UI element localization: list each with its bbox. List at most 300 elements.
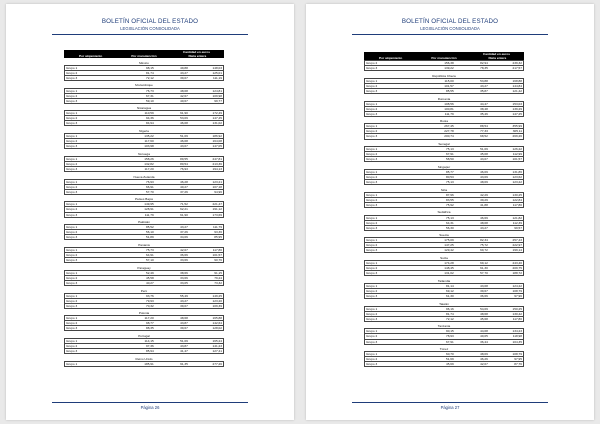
allowance-table bbox=[64, 50, 224, 367]
cell-manutencion: 61,90 bbox=[180, 212, 188, 217]
table-row bbox=[364, 265, 524, 270]
country-name: Paraguay bbox=[137, 265, 151, 270]
cell-grupo: Grupo 3 bbox=[366, 293, 378, 298]
cell-total: 247,81 bbox=[212, 156, 222, 161]
cell-alojamiento: 66,91 bbox=[145, 184, 154, 189]
cell-grupo: Grupo 2 bbox=[366, 243, 378, 248]
cell-alojamiento: 61,30 bbox=[445, 293, 454, 298]
cell-total: 107,18 bbox=[212, 184, 222, 189]
country-name: Mozambique bbox=[135, 83, 153, 88]
cell-total: 257,43 bbox=[512, 238, 522, 243]
cell-total: 277,26 bbox=[212, 361, 222, 366]
cell-grupo: Grupo 3 bbox=[66, 189, 78, 194]
table-row bbox=[364, 293, 524, 299]
header-subtitle: LEGISLACIÓN CONSOLIDADA bbox=[120, 26, 180, 31]
col-header-manutencion: Por manutención bbox=[131, 54, 157, 59]
cell-manutencion: 42,67 bbox=[180, 93, 188, 98]
cell-alojamiento: 87,96 bbox=[445, 192, 454, 197]
cell-manutencion: 43,27 bbox=[480, 225, 488, 230]
cell-alojamiento: 103,98 bbox=[144, 144, 154, 149]
table-row bbox=[64, 65, 224, 70]
table-row bbox=[364, 179, 524, 185]
cell-total: 104,35 bbox=[512, 339, 522, 344]
col-header-manutencion: Por manutención bbox=[431, 56, 457, 61]
cell-alojamiento: 93,76 bbox=[145, 293, 154, 298]
country-name: México bbox=[139, 60, 149, 65]
cell-alojamiento: 111,79 bbox=[144, 212, 154, 217]
cell-total: 101,57 bbox=[512, 157, 522, 162]
table-row bbox=[364, 174, 524, 179]
table-row bbox=[64, 224, 224, 229]
table-row bbox=[364, 101, 524, 106]
country-name: Nueva Zelanda bbox=[133, 174, 155, 179]
cell-grupo: Grupo 3 bbox=[366, 157, 378, 162]
table-row bbox=[64, 143, 224, 149]
table-header bbox=[364, 52, 524, 60]
cell-manutencion: 48,09 bbox=[480, 352, 488, 357]
page-right bbox=[306, 4, 594, 420]
cell-alojamiento: 81,74 bbox=[445, 311, 454, 316]
cell-alojamiento: 85,94 bbox=[145, 349, 154, 354]
table-row bbox=[364, 237, 524, 242]
cell-manutencion: 33,66 bbox=[180, 275, 188, 280]
page-number: Página 27 bbox=[440, 405, 460, 410]
country-name: Rumanía bbox=[437, 96, 451, 101]
cell-total: 123,22 bbox=[512, 180, 522, 185]
cell-grupo: Grupo 2 bbox=[366, 129, 378, 134]
country-name: Taiwán bbox=[439, 301, 449, 306]
cell-manutencion: 44,08 bbox=[480, 329, 488, 334]
cell-alojamiento: 117,60 bbox=[144, 139, 154, 144]
cell-manutencion: 40,67 bbox=[180, 98, 188, 103]
table-header bbox=[64, 50, 224, 58]
cell-grupo: Grupo 1 bbox=[66, 88, 78, 93]
cell-alojamiento: 72,12 bbox=[445, 316, 454, 321]
cell-manutencion: 36,66 bbox=[480, 293, 488, 298]
cell-alojamiento: 69,12 bbox=[445, 288, 454, 293]
cell-manutencion: 48,08 bbox=[180, 88, 188, 93]
cell-grupo: Grupo 2 bbox=[66, 275, 78, 280]
cell-grupo: Grupo 2 bbox=[66, 161, 78, 166]
cell-total: 125,01 bbox=[212, 70, 222, 75]
cell-alojamiento: 52,49 bbox=[145, 270, 154, 275]
cell-alojamiento: 67,31 bbox=[145, 93, 154, 98]
cell-manutencion: 43,87 bbox=[180, 344, 188, 349]
table-row bbox=[364, 65, 524, 71]
cell-total: 148,03 bbox=[212, 65, 222, 70]
cell-total: 150,25 bbox=[512, 306, 522, 311]
country-block bbox=[364, 351, 524, 367]
table-row bbox=[364, 156, 524, 162]
table-row bbox=[64, 348, 224, 354]
cell-manutencion: 48,68 bbox=[480, 311, 488, 316]
col-header-total: Dieta entera bbox=[188, 54, 207, 59]
cell-manutencion: 34,06 bbox=[180, 235, 188, 240]
cell-total: 117,80 bbox=[512, 316, 522, 321]
cell-total: 168,88 bbox=[512, 78, 522, 83]
cell-total: 147,45 bbox=[212, 116, 222, 121]
cell-alojamiento: 78,93 bbox=[445, 334, 454, 339]
cell-total: 99,57 bbox=[514, 225, 522, 230]
cell-grupo: Grupo 1 bbox=[66, 202, 78, 207]
cell-total: 213,36 bbox=[212, 161, 222, 166]
table-row bbox=[364, 128, 524, 133]
cell-grupo: Grupo 3 bbox=[66, 75, 78, 80]
cell-total: 194,13 bbox=[212, 166, 222, 171]
cell-grupo: Grupo 3 bbox=[366, 271, 378, 276]
cell-alojamiento: 90,15 bbox=[445, 329, 454, 334]
cell-total: 147,25 bbox=[512, 111, 522, 116]
cell-alojamiento: 156,38 bbox=[444, 61, 454, 66]
country-name: Panamá bbox=[138, 242, 150, 247]
cell-total: 222,97 bbox=[512, 243, 522, 248]
country-name: Reino Unido bbox=[135, 356, 153, 361]
table-row bbox=[364, 306, 524, 311]
table-row bbox=[364, 356, 524, 361]
cell-manutencion: 40,05 bbox=[480, 334, 488, 339]
cell-manutencion: 53,88 bbox=[480, 78, 488, 83]
cell-alojamiento: 135,22 bbox=[144, 134, 154, 139]
cell-total: 109,98 bbox=[212, 93, 222, 98]
table-row bbox=[364, 146, 524, 151]
table-row bbox=[64, 201, 224, 206]
page-footer bbox=[306, 402, 594, 410]
cell-alojamiento: 175,09 bbox=[444, 238, 454, 243]
table-row bbox=[64, 315, 224, 320]
cell-alojamiento: 96,16 bbox=[445, 306, 454, 311]
cell-manutencion: 41,47 bbox=[180, 349, 188, 354]
cell-total: 141,23 bbox=[212, 344, 222, 349]
cell-total: 112,39 bbox=[512, 220, 522, 225]
country-name: Sudáfrica bbox=[437, 210, 451, 215]
cell-grupo: Grupo 2 bbox=[66, 253, 78, 258]
cell-manutencion: 36,44 bbox=[480, 339, 488, 344]
cell-grupo: Grupo 3 bbox=[66, 166, 78, 171]
cell-alojamiento: 59,10 bbox=[145, 98, 154, 103]
cell-alojamiento: 75,13 bbox=[445, 147, 454, 152]
cell-manutencion: 39,67 bbox=[480, 288, 488, 293]
cell-grupo: Grupo 1 bbox=[366, 261, 378, 266]
cell-alojamiento: 51,89 bbox=[145, 235, 154, 240]
table-row bbox=[364, 351, 524, 356]
cell-grupo: Grupo 1 bbox=[366, 192, 378, 197]
table-row bbox=[64, 252, 224, 257]
country-name: Tanzania bbox=[437, 324, 451, 329]
cell-alojamiento: 98,15 bbox=[145, 65, 154, 70]
cell-alojamiento: 84,94 bbox=[145, 121, 154, 126]
cell-manutencion: 33,05 bbox=[180, 280, 188, 285]
cell-alojamiento: 80,53 bbox=[445, 175, 454, 179]
table-row bbox=[364, 311, 524, 316]
cell-alojamiento: 185,91 bbox=[144, 361, 154, 366]
table-row bbox=[64, 110, 224, 115]
cell-grupo: Grupo 3 bbox=[66, 258, 78, 263]
cell-alojamiento: 72,12 bbox=[145, 75, 154, 80]
cell-grupo: Grupo 2 bbox=[366, 220, 378, 225]
cell-manutencion: 38,48 bbox=[480, 106, 488, 111]
cell-alojamiento: 158,26 bbox=[144, 156, 154, 161]
cell-alojamiento: 267,45 bbox=[444, 124, 454, 129]
cell-total: 118,98 bbox=[512, 334, 522, 339]
cell-manutencion: 61,90 bbox=[180, 111, 188, 116]
cell-total: 134,23 bbox=[512, 329, 522, 334]
cell-manutencion: 37,26 bbox=[180, 189, 188, 194]
country-name: Pakistán bbox=[138, 220, 150, 225]
cell-alojamiento: 81,14 bbox=[445, 283, 454, 288]
cell-total: 164,08 bbox=[212, 139, 222, 144]
cell-manutencion: 39,29 bbox=[480, 197, 488, 202]
table-row bbox=[64, 343, 224, 348]
table-row bbox=[64, 184, 224, 189]
cell-grupo: Grupo 3 bbox=[366, 248, 378, 253]
col-header-total: Dieta entera bbox=[488, 56, 507, 61]
table-row bbox=[64, 93, 224, 98]
table-row bbox=[64, 338, 224, 343]
cell-total: 221,47 bbox=[212, 202, 222, 207]
cell-grupo: Grupo 2 bbox=[66, 321, 78, 326]
cell-manutencion: 39,67 bbox=[180, 326, 188, 331]
header-title: BOLETÍN OFICIAL DEL ESTADO bbox=[101, 18, 199, 25]
cell-total: 123,62 bbox=[512, 175, 522, 179]
cell-total: 243,40 bbox=[512, 261, 522, 266]
cell-alojamiento: 117,20 bbox=[144, 316, 154, 321]
cell-manutencion: 45,68 bbox=[480, 316, 488, 321]
cell-grupo: Grupo 2 bbox=[66, 116, 78, 121]
cell-total: 94,96 bbox=[214, 189, 222, 194]
country-block bbox=[364, 192, 524, 208]
cell-total: 123,21 bbox=[212, 179, 222, 184]
country-name: Singapur bbox=[437, 164, 451, 169]
cell-total: 142,64 bbox=[212, 321, 222, 326]
cell-grupo: Grupo 1 bbox=[366, 101, 378, 106]
table-row bbox=[64, 257, 224, 263]
cell-manutencion: 88,54 bbox=[480, 124, 488, 129]
cell-alojamiento: 117,20 bbox=[144, 166, 154, 171]
country-name: Suiza bbox=[440, 256, 448, 261]
cell-manutencion: 38,66 bbox=[180, 270, 188, 275]
cell-manutencion: 48,68 bbox=[180, 316, 188, 321]
cell-alojamiento: 58,50 bbox=[445, 157, 454, 162]
cell-grupo: Grupo 1 bbox=[66, 179, 78, 184]
cell-grupo: Grupo 3 bbox=[66, 235, 78, 240]
table-row bbox=[364, 215, 524, 220]
table-row bbox=[64, 298, 224, 303]
table-row bbox=[364, 225, 524, 231]
table-row bbox=[364, 111, 524, 117]
cell-total: 117,80 bbox=[212, 247, 222, 252]
col-header-alojamiento: Por alojamiento bbox=[379, 56, 403, 61]
cell-manutencion: 82,34 bbox=[480, 238, 488, 243]
header-rule bbox=[352, 34, 548, 35]
country-block bbox=[64, 315, 224, 331]
cell-total: 90,76 bbox=[214, 258, 222, 263]
cell-manutencion: 46,26 bbox=[480, 357, 488, 362]
cell-alojamiento: 85,52 bbox=[145, 225, 154, 230]
cell-total: 97,95 bbox=[514, 357, 522, 362]
country-name: Suecia bbox=[439, 233, 449, 238]
cell-grupo: Grupo 3 bbox=[366, 339, 378, 344]
cell-grupo: Grupo 3 bbox=[66, 303, 78, 308]
cell-total: 108,79 bbox=[512, 352, 522, 357]
cell-manutencion: 91,35 bbox=[180, 361, 188, 366]
cell-manutencion: 80,54 bbox=[180, 161, 188, 166]
table-row bbox=[364, 169, 524, 174]
table-row bbox=[364, 78, 524, 83]
cell-total: 99,77 bbox=[214, 98, 222, 103]
cell-total: 139,29 bbox=[512, 106, 522, 111]
table-column-headers bbox=[364, 56, 524, 60]
cell-manutencion: 43,87 bbox=[180, 321, 188, 326]
cell-grupo: Grupo 1 bbox=[66, 111, 78, 116]
cell-alojamiento: 75,13 bbox=[445, 215, 454, 220]
table-row bbox=[64, 70, 224, 75]
cell-total: 128,02 bbox=[212, 326, 222, 331]
cell-grupo: Grupo 2 bbox=[66, 344, 78, 349]
cell-total: 73,32 bbox=[214, 280, 222, 285]
cell-grupo: Grupo 2 bbox=[366, 61, 378, 66]
cell-manutencion: 48,08 bbox=[480, 220, 488, 225]
table-row bbox=[364, 88, 524, 94]
country-name: Perú bbox=[140, 288, 148, 293]
cell-manutencion: 43,27 bbox=[480, 83, 488, 88]
table-row bbox=[64, 325, 224, 331]
country-block bbox=[64, 65, 224, 81]
cell-alojamiento: 200,74 bbox=[444, 134, 454, 139]
cell-grupo: Grupo 2 bbox=[366, 357, 378, 362]
country-name: Noruega bbox=[138, 151, 150, 156]
cell-grupo: Grupo 2 bbox=[66, 298, 78, 303]
table-row bbox=[364, 60, 524, 65]
country-block bbox=[64, 293, 224, 309]
country-name: Rusia bbox=[440, 119, 448, 124]
table-row bbox=[64, 206, 224, 211]
country-block bbox=[364, 123, 524, 139]
country-name: Portugal bbox=[138, 334, 150, 339]
country-name: Siria bbox=[440, 187, 448, 192]
cell-manutencion: 45,08 bbox=[480, 152, 488, 157]
cell-grupo: Grupo 1 bbox=[66, 247, 78, 252]
cell-grupo: Grupo 1 bbox=[366, 283, 378, 288]
cell-total: 130,42 bbox=[512, 311, 522, 316]
cell-manutencion: 62,21 bbox=[180, 207, 188, 212]
cell-total: 149,25 bbox=[212, 293, 222, 298]
cell-manutencion: 75,72 bbox=[480, 243, 488, 248]
cell-manutencion: 39,07 bbox=[180, 75, 188, 80]
cell-total: 111,79 bbox=[212, 225, 222, 230]
cell-alojamiento: 60,70 bbox=[445, 352, 454, 357]
cell-manutencion: 69,72 bbox=[480, 248, 488, 253]
cell-grupo: Grupo 2 bbox=[66, 70, 78, 75]
country-block bbox=[64, 110, 224, 126]
cell-grupo: Grupo 2 bbox=[366, 266, 378, 271]
country-name: República Checa bbox=[432, 73, 456, 78]
country-block bbox=[64, 361, 224, 367]
cell-alojamiento: 56,30 bbox=[445, 225, 454, 230]
cell-grupo: Grupo 3 bbox=[66, 326, 78, 331]
table-row bbox=[364, 83, 524, 88]
col-header-alojamiento: Por alojamiento bbox=[79, 54, 103, 59]
cell-total: 108,79 bbox=[512, 288, 522, 293]
country-name: Tailandia bbox=[437, 278, 451, 283]
cell-total: 124,81 bbox=[212, 88, 222, 93]
cell-manutencion: 51,09 bbox=[180, 339, 188, 344]
cell-grupo: Grupo 2 bbox=[366, 311, 378, 316]
cell-manutencion: 41,88 bbox=[480, 202, 488, 207]
table-row bbox=[364, 283, 524, 288]
cell-manutencion: 43,27 bbox=[180, 298, 188, 303]
cell-manutencion: 46,08 bbox=[180, 139, 188, 144]
cell-total: 172,49 bbox=[212, 111, 222, 116]
cell-total: 93,36 bbox=[214, 230, 222, 235]
cell-total: 112,99 bbox=[512, 152, 522, 157]
cell-alojamiento: 131,02 bbox=[444, 271, 454, 276]
cell-alojamiento: 57,10 bbox=[145, 258, 154, 263]
footer-rule bbox=[352, 402, 548, 403]
cell-alojamiento: 148,45 bbox=[444, 266, 454, 271]
cell-manutencion: 36,66 bbox=[180, 253, 188, 258]
cell-grupo: Grupo 1 bbox=[66, 339, 78, 344]
cell-grupo: Grupo 2 bbox=[66, 230, 78, 235]
country-block bbox=[364, 60, 524, 71]
cell-grupo: Grupo 1 bbox=[366, 169, 378, 174]
cell-total: 217,57 bbox=[512, 66, 522, 71]
cell-total: 239,32 bbox=[512, 61, 522, 66]
cell-grupo: Grupo 2 bbox=[66, 184, 78, 189]
country-block bbox=[364, 237, 524, 253]
country-name: Senegal bbox=[438, 142, 450, 147]
table-row bbox=[64, 293, 224, 298]
footer-rule bbox=[52, 402, 248, 403]
cell-grupo: Grupo 2 bbox=[66, 139, 78, 144]
page-left bbox=[6, 4, 294, 420]
cell-alojamiento: 67,91 bbox=[445, 339, 454, 344]
table-row bbox=[364, 133, 524, 139]
cell-total: 188,72 bbox=[512, 271, 522, 276]
cell-alojamiento: 114,15 bbox=[144, 339, 154, 344]
cell-total: 126,22 bbox=[512, 147, 522, 152]
cell-total: 186,92 bbox=[212, 134, 222, 139]
cell-manutencion: 44,47 bbox=[480, 101, 488, 106]
cell-manutencion: 49,88 bbox=[180, 65, 188, 70]
cell-total: 123,20 bbox=[212, 298, 222, 303]
cell-grupo: Grupo 3 bbox=[66, 98, 78, 103]
cell-grupo: Grupo 1 bbox=[366, 306, 378, 311]
cell-total: 109,39 bbox=[212, 303, 222, 308]
cell-alojamiento: 101,57 bbox=[444, 83, 454, 88]
cell-alojamiento: 108,56 bbox=[444, 101, 454, 106]
table-title: Cantidad en euros bbox=[483, 52, 510, 56]
cell-alojamiento: 111,79 bbox=[444, 111, 454, 116]
cell-manutencion: 53,09 bbox=[180, 116, 188, 121]
header-subtitle: LEGISLACIÓN CONSOLIDADA bbox=[420, 26, 480, 31]
cell-alojamiento: 227,78 bbox=[444, 129, 454, 134]
country-block bbox=[64, 201, 224, 217]
table-row bbox=[64, 320, 224, 325]
cell-manutencion: 43,07 bbox=[480, 157, 488, 162]
cell-grupo: Grupo 1 bbox=[66, 156, 78, 161]
cell-grupo: Grupo 1 bbox=[366, 352, 378, 357]
cell-manutencion: 42,29 bbox=[480, 192, 488, 197]
cell-alojamiento: 110,59 bbox=[144, 111, 154, 116]
cell-grupo: Grupo 1 bbox=[366, 124, 378, 129]
country-block bbox=[64, 88, 224, 104]
table-row bbox=[64, 229, 224, 234]
cell-grupo: Grupo 1 bbox=[66, 225, 78, 230]
cell-total: 305,11 bbox=[512, 129, 522, 134]
table-row bbox=[64, 115, 224, 120]
country-block bbox=[64, 179, 224, 195]
cell-manutencion: 35,46 bbox=[480, 111, 488, 116]
